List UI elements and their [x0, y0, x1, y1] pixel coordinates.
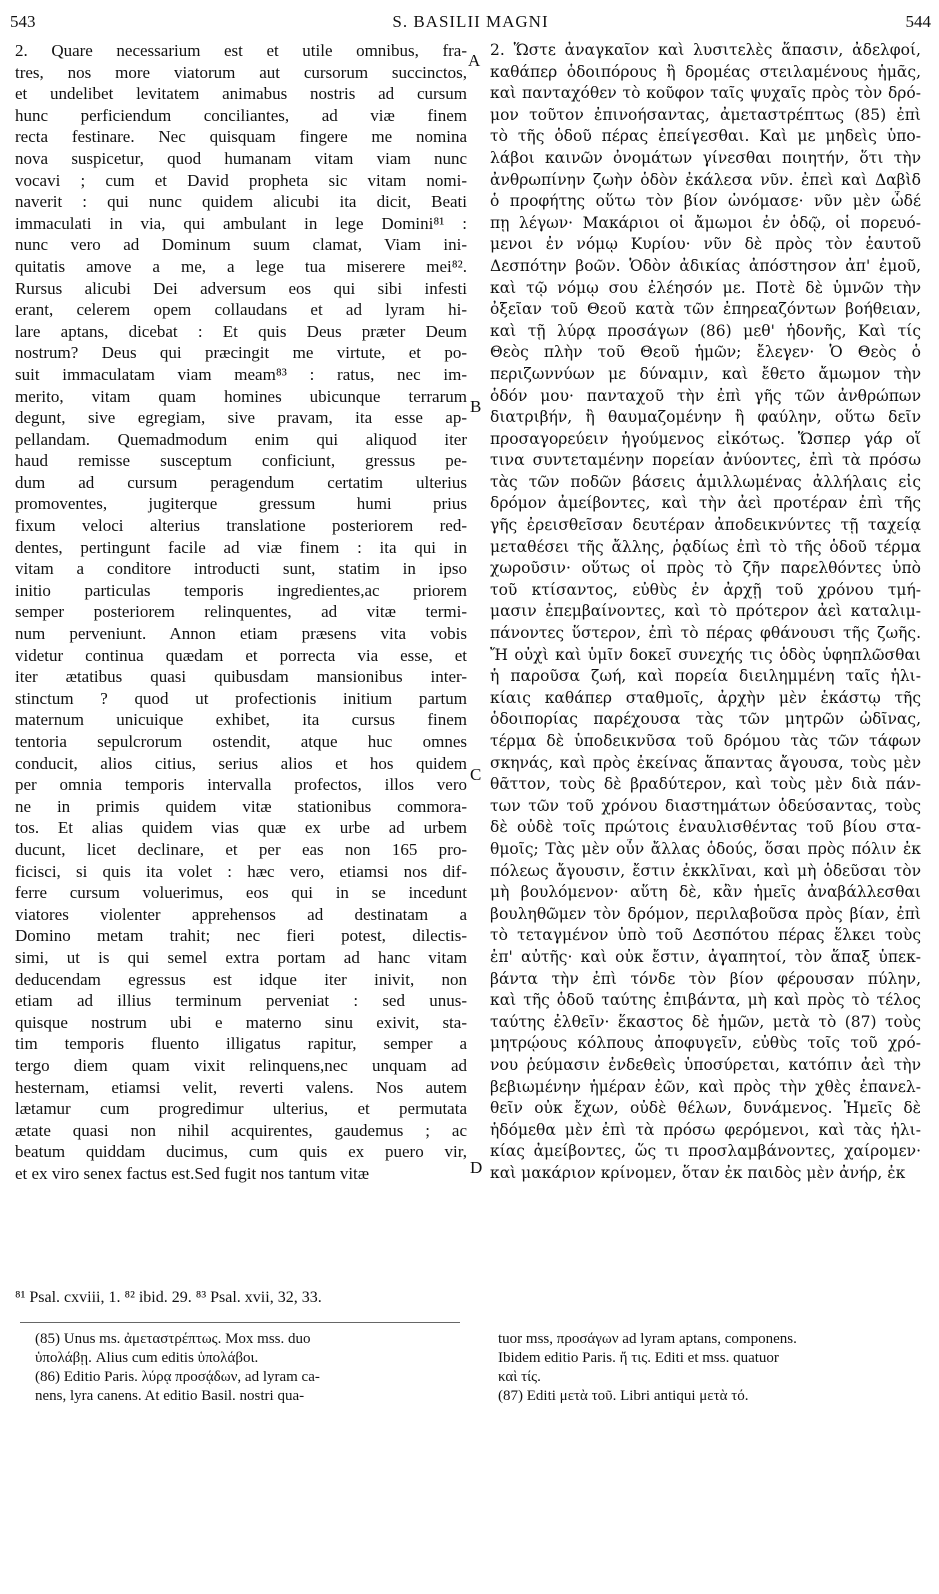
- greek-line: μητρῴους κόλπους ἀποφυγεῖν, εὐθὺς τοῖς τοῦ χρό-: [490, 1034, 921, 1053]
- greek-line: μασιν ἐπεμβαίνοντες, καὶ τὸ πρότερον ἀεὶ καταλιμ-: [490, 602, 921, 621]
- greek-line: ὁδόν μου· πανταχοῦ τὴν ἐπὶ γῆς τῶν ἀνθρώπων: [490, 386, 921, 405]
- latin-line: suit immaculatam viam meam⁸³ : ratus, nec im-: [15, 364, 467, 384]
- greek-line: πόλεως ἄγουσιν, ἔστιν ἐκκλῖναι, καὶ μὴ ὁδεῦσαι τὸν: [490, 861, 921, 880]
- greek-line: βουληθῶμεν τὸν δρόμον, περιλαβοῦσα πρὸς βίαν, ἐπὶ: [490, 904, 921, 923]
- latin-line: tentoria sepulcrorum ostendit, atque huc omnes: [15, 732, 467, 751]
- scripture-references: ⁸¹ Psal. cxviii, 1. ⁸² ibid. 29. ⁸³ Psal. xvii, 32, 33.: [15, 1289, 322, 1306]
- latin-line: Domino metam trahit; nec fieri potest, dilectis-: [15, 926, 467, 946]
- latin-line: erant, celerem opem collaudans et ad lyram hi-: [15, 300, 467, 320]
- footnote-line: καὶ τίς.: [498, 1369, 541, 1385]
- latin-line: etiam ad illius terminum perveniat : sed unus-: [15, 991, 467, 1011]
- greek-line: κίαις καθάπερ σταθμοῖς, ἀρχὴν μὲν ἑκάστῳ τῆς: [490, 688, 921, 707]
- margin-marker-a: A: [468, 51, 481, 70]
- latin-line: quisque nostrum ubi e materno sinu exivit, sta-: [15, 1012, 467, 1032]
- page-header: [10, 8, 931, 36]
- greek-line: καὶ τῷ νόμῳ σου ἐλέησόν με. Ποτὲ δὲ ὑμνῶν τὴν: [490, 278, 921, 297]
- latin-line: naverit : qui nunc quidem alicubi ita dicit, Beati: [15, 192, 467, 212]
- greek-line: 2. Ὥστε ἀναγκαῖον καὶ λυσιτελὲς ἅπασιν, ἀδελφοί,: [490, 41, 921, 59]
- greek-line: καὶ πανταχόθεν τὸ κοῦφον ταῖς ψυχαῖς πρὸς τὸν δρό-: [490, 84, 921, 103]
- latin-line: haud remisse susceptum conficiunt, gressus pe-: [15, 451, 467, 471]
- greek-column: [490, 40, 921, 1184]
- footnote-line: (87) Editi μετὰ τοῦ. Libri antiqui μετὰ τό.: [498, 1388, 749, 1404]
- footnote-line: Ibidem editio Paris. ἤ τις. Editi et mss. quatuor: [498, 1350, 779, 1366]
- latin-line: nunc vero ad Dominum suum clamat, Viam ini-: [15, 235, 467, 255]
- footnotes-right: [498, 1330, 918, 1406]
- greek-line: περιζωννύων με δύναμιν, καὶ ἔθετο ἄμωμον τὴν: [490, 364, 921, 383]
- greek-line: σκηνάς, καὶ πρὸς ἐκείνας ἅπαντας ἄγουσα, τοὺς μὲν: [490, 753, 921, 772]
- greek-line: ὁδοιπορίας παρέχουσα τὰς τῶν μητρῶν ὠδῖνας,: [490, 710, 921, 729]
- greek-line: μενοι ἐν νόμῳ Κυρίου· νῦν δὲ πρὸς τὸν ἑαυτοῦ: [490, 235, 921, 254]
- latin-line: hunc perficiendum conciliantes, ad viæ finem: [15, 105, 467, 125]
- latin-line: hesternam, etiamsi velit, reverti valens. Nos autem: [15, 1077, 467, 1097]
- footnote-line: (86) Editio Paris. λύρᾳ προσᾴδων, ad lyram ca-: [35, 1369, 320, 1385]
- latin-line: num perveniunt. Annon etiam præsens vita vobis: [15, 624, 467, 644]
- greek-line: προσαγορεύειν ἡγούμενος εἰκότως. Ὥσπερ γάρ οἵ: [490, 429, 921, 448]
- latin-column: [15, 40, 467, 1184]
- latin-line: pellandam. Quemadmodum enim qui aliquod iter: [15, 429, 467, 449]
- latin-line: videtur continua quædam et porrecta via esse, et: [15, 645, 467, 665]
- footnote-line: (85) Unus ms. ἀμεταστρέπτως. Mox mss. duo: [35, 1331, 311, 1347]
- greek-line: γῆς ἐρεισθεῖσαν δευτέραν ἀποδεικνύντες τῇ ταχείᾳ: [490, 516, 921, 535]
- latin-line: per omnia temporis intervalla profectos, illos vero: [15, 775, 467, 795]
- latin-line: iter ætatibus quasi quibusdam mansionibus inter-: [15, 667, 467, 687]
- greek-line: βάντα τὴν ἐπὶ τόνδε τὸν βίον φέρουσαν πύλην,: [490, 969, 921, 988]
- latin-line: nostrum? Deus qui præcingit me virtute, et po-: [15, 343, 467, 363]
- latin-line: tres, nos more viatorum aut cursorum succinctos,: [15, 62, 467, 82]
- greek-line: τὰς τῶν ποδῶν βάσεις ἁμιλλωμένας ἀλλήλαις εἰς: [490, 472, 921, 491]
- latin-line: degunt, sive egregiam, sive pravam, ita esse ap-: [15, 408, 467, 428]
- latin-line: immaculati in via, qui ambulant in lege Domini⁸¹ :: [15, 213, 467, 233]
- footnote-divider: [20, 1322, 460, 1323]
- latin-line: ficisci, si quis ita volet : hæc vero, etiamsi nos dif-: [15, 861, 467, 881]
- greek-line: κίας ἀμείβοντες, ὥς τι προσλαμβάνοντες, χαίρομεν·: [490, 1142, 921, 1161]
- latin-line: vocavi ; cum et David propheta sic vitam nomi-: [15, 170, 467, 190]
- greek-line: βεβιωμένην ἡμέραν ἐῶν, καὶ πρὸς τὴν χθὲς ἐπανελ-: [490, 1077, 921, 1096]
- latin-line: beatum quiddam ducimus, cum quis ex puero vir,: [15, 1142, 467, 1162]
- greek-line: καὶ τῆς ὁδοῦ ταύτης ἐπιβάντα, μὴ καὶ πρὸς τὸ τέλος: [490, 991, 921, 1010]
- latin-line: deducendam egressus est idque iter inivit, non: [15, 969, 467, 989]
- latin-line: quitatis amove a me, a lege tua miserere mei⁸².: [15, 256, 467, 276]
- greek-line: καθάπερ ὁδοιπόρους ἢ δρομέας στειλαμένους ἡμᾶς,: [490, 62, 921, 81]
- latin-line: nova suspicetur, quod humanam vitam viam nunc: [15, 148, 467, 168]
- greek-line: ἡδόμεθα μὲν ἐπὶ τὰ πρόσω φερόμενοι, καὶ τὰς ἡλι-: [490, 1120, 921, 1139]
- greek-line: χωροῦσιν· οὕτως οἱ πρὸς τὸ ζῆν παρελθόντες ὑπὸ: [490, 559, 921, 578]
- latin-line: initio particulas temporis ingredientes,ac priorem: [15, 580, 467, 600]
- latin-line: tim temporis fluento illigatus rapitur, semper a: [15, 1034, 467, 1054]
- latin-line: et ex viro senex factus est.Sed fugit nos tantum vitæ: [15, 1163, 370, 1183]
- latin-line: fixum veloci alterius translatione posteriorem red-: [15, 516, 467, 536]
- latin-line: viatores violenter apprehensos ad destinatam a: [15, 904, 467, 924]
- latin-line: lætamur cum progredimur ulterius, et permutata: [15, 1099, 467, 1119]
- greek-line: δρόμον ἀμείβοντες, καὶ τὴν ἀεὶ προτέραν ἐπὶ τῆς: [490, 494, 921, 513]
- greek-line: τοῦ κτίσαντος, εὐθὺς ἐν ἀρχῇ τοῦ χρόνου τμή-: [490, 580, 921, 599]
- greek-line: θμοῖς; Τὰς μὲν οὖν ἄλλας ὁδούς, ὅσαι πρὸς πόλιν ἐκ: [490, 839, 921, 858]
- latin-line: vitam a conditore introducti sunt, statim in ipso: [15, 559, 467, 579]
- footnote-line: ὑπολάβῃ. Alius cum editis ὑπολάβοι.: [35, 1350, 259, 1366]
- latin-line: et undelibet levitatem animabus nostris ad cursum: [15, 84, 467, 104]
- margin-marker-d: D: [470, 1158, 483, 1177]
- latin-line: tergo diem quam vixit relinquens,nec unquam ad: [15, 1055, 467, 1075]
- footnote-line: tuor mss, προσάγων ad lyram aptans, componens.: [498, 1331, 797, 1347]
- latin-line: Rursus alicubi Dei adversum eos qui sibi infesti: [15, 278, 467, 298]
- latin-line: ætate quasi non nihil acquirentes, gaudemus ; ac: [15, 1120, 467, 1140]
- greek-line: θεῖν οὐκ ἔχων, οὐδὲ θέλων, δυνάμενος. Ἡμεῖς δὲ: [490, 1099, 921, 1118]
- latin-line: recta festinare. Nec quisquam fingere me nomina: [15, 127, 467, 147]
- greek-line: τὸ τεταγμένον ὑπὸ τοῦ Δεσπότου πέρας ἕλκει τοὺς: [490, 926, 921, 945]
- greek-line: καὶ τῇ λύρᾳ προσάγων (86) μεθ' ἡδονῆς, Καὶ τίς: [490, 321, 921, 340]
- greek-line: πῃ λέγων· Μακάριοι οἱ ἄμωμοι ἐν ὁδῷ, οἱ πορευό-: [490, 213, 921, 232]
- footnotes-left: [35, 1330, 465, 1406]
- latin-line: dentes, pertingunt facile ad viæ finem : ita qui in: [15, 537, 467, 557]
- latin-line: conducit, alios citius, serius alios et hos quidem: [15, 753, 467, 773]
- margin-marker-b: B: [470, 397, 482, 416]
- greek-line: καὶ μακάριον κρίνομεν, ὅταν ἐκ παιδὸς μὲν ἀνήρ, ἐκ: [490, 1163, 906, 1182]
- latin-line: ducunt, licet declinare, et per eas non 165 pro-: [15, 839, 467, 859]
- greek-line: τέρμα δὲ ὑποδεικνῦσα τοῦ δρόμου τὰς τῶν τάφων: [490, 732, 921, 750]
- running-title: S. BASILII MAGNI: [392, 12, 549, 31]
- latin-line: maternum unicuique exhibet, ita cursus finem: [15, 710, 467, 730]
- latin-line: lare aptans, dicebat : Et quis Deus præter Deum: [15, 321, 467, 341]
- page-number-left: 543: [10, 12, 36, 31]
- latin-line: dum ad cursum peragendum certatim ulterius: [15, 472, 467, 492]
- greek-line: ἀνθρωπίνην ζωὴν ὁδὸν ἐκάλεσα νῦν. ἐπεὶ καὶ Δαβὶδ: [490, 170, 921, 189]
- latin-line: simi, ut is qui semel extra portam ad hanc vitam: [15, 947, 467, 967]
- greek-line: πάνοντες ὕστερον, ἐπὶ τὸ πέρας φθάνουσι τῆς ζωῆς.: [490, 624, 921, 643]
- latin-line: stinctum ? quod ut profectionis initium partum: [15, 688, 467, 708]
- greek-line: τὸ τῆς ὁδοῦ πέρας ἐπείγεσθαι. Καὶ με μηδεὶς ὑπο-: [490, 127, 921, 146]
- greek-line: ταύτης ἐλθεῖν· ἕκαστος δὲ ἡμῶν, μετὰ τὸ (87) τοὺς: [490, 1012, 921, 1031]
- greek-line: ὀξεῖαν τοῦ Θεοῦ κατὰ τῶν ἐπηρεαζόντων βοήθειαν,: [490, 300, 921, 319]
- page-number-right: 544: [905, 12, 931, 31]
- greek-line: ἡ παροῦσα ζωή, καὶ πορεία διειλημμένη ταῖς ἡλι-: [490, 667, 921, 686]
- latin-line: semper posteriorem relinquentes, ad vitæ termi-: [15, 602, 467, 622]
- latin-line: ferre cursum voluerimus, eos qui in se incedunt: [15, 883, 467, 903]
- greek-line: νου ῥεύμασιν ἐνδεθεὶς ὑποσύρεται, κατόπιν ἀεὶ τὴν: [490, 1055, 921, 1074]
- greek-line: δὲ οὐδὲ τοῖς πρώτοις ἐναυλισθέντας τοῦ βίου στα-: [490, 818, 921, 837]
- greek-line: Θεὸς πλὴν τοῦ Θεοῦ ἡμῶν; ἔλεγεν· Ὁ Θεὸς ὁ: [490, 343, 921, 362]
- greek-line: θᾶττον, τοὺς δὲ βραδύτερον, καὶ τοὺς μὲν διὰ πάν-: [490, 775, 921, 794]
- greek-line: τινα συντεταμένην πορείαν ἀνύοντες, ἐπὶ τὰ πρόσω: [490, 451, 921, 470]
- footnote-line: nens, lyra canens. At editio Basil. nostri qua-: [35, 1388, 305, 1404]
- greek-line: μον τοῦτον ἐπινοήσαντας, ἀμεταστρέπτως (85) ἐπὶ: [490, 105, 921, 124]
- greek-line: διατριβήν, ἢ θαυμαζομένην ἢ φαύλην, οὕτω δεῖν: [490, 408, 921, 427]
- greek-line: ὁ προφήτης οὕτω τὸν βίον ὠνόμασε· νῦν μὲν ὧδέ: [490, 192, 921, 211]
- latin-line: merito, vitam quam homines ubicunque terrarum: [15, 386, 467, 406]
- greek-line: Ἤ οὐχὶ καὶ ὑμῖν δοκεῖ συνεχής τις ὁδὸς ὑφηπλῶσθαι: [490, 645, 921, 664]
- margin-marker-c: C: [470, 765, 482, 784]
- latin-line: promoventes, jugiterque gressum humi prius: [15, 494, 467, 514]
- greek-line: μὴ βουλόμενον· αὕτη δὲ, κἂν ἡμεῖς ἀναβάλλεσθαι: [490, 883, 921, 902]
- latin-line: 2. Quare necessarium est et utile omnibus, fra-: [15, 41, 467, 60]
- latin-line: ne in primis quidem vitæ stationibus commora-: [15, 796, 467, 816]
- greek-line: λάβοι καινῶν ὀνομάτων γίνεσθαι ποιητήν, ὅτι τὴν: [490, 148, 921, 167]
- latin-line: tos. Et alias quidem vias quæ ex urbe ad urbem: [15, 818, 467, 838]
- greek-line: των τῶν τοῦ χρόνου διαστημάτων ὁδεύσαντας, τοὺς: [490, 796, 921, 815]
- greek-line: Δεσπότην βοῶν. Ὁδὸν ἀδικίας ἀπόστησον ἀπ' ἐμοῦ,: [490, 256, 921, 275]
- greek-line: μεταθέσει τῆς ἄλλης, ῥᾳδίως ἐπὶ τὸ τῆς ὁδοῦ τέρμα: [490, 537, 921, 556]
- greek-line: ἐπ' αὐτῆς· καὶ οὐκ ἔστιν, ἀγαπητοί, τὸν ἅπαξ ὑπεκ-: [490, 947, 921, 966]
